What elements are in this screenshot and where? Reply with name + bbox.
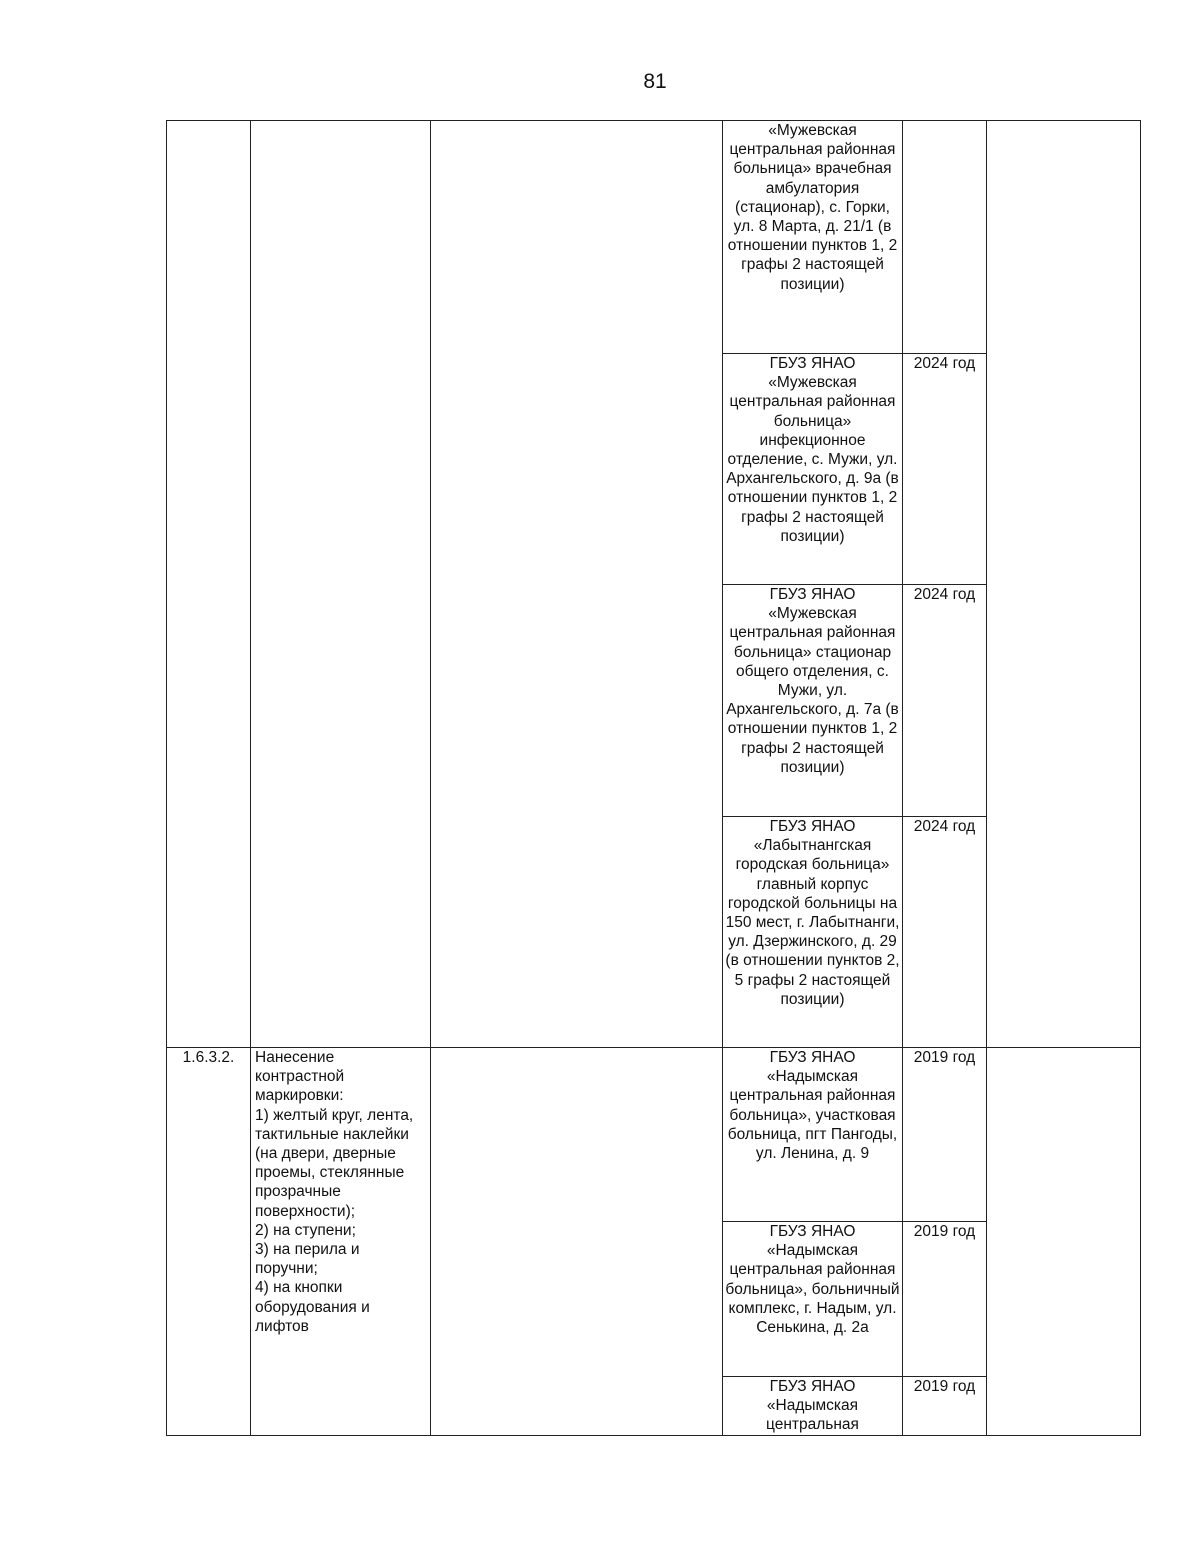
cell-year: 2019 год	[903, 1222, 987, 1377]
cell-year: 2024 год	[903, 817, 987, 1048]
cell-organization: ГБУЗ ЯНАО «Лабытнангская городская больница» главный корпус городской больницы на 150 мест, г. Лабытнанги, ул. Дзержинского, д. 29 (в отношении пунктов 2, 5 графы 2 настоящей позиции)	[723, 817, 903, 1048]
table-row	[167, 121, 1141, 354]
cell-organization: ГБУЗ ЯНАО «Надымская центральная районная больница», больничный комплекс, г. Надым, ул. Сенькина, д. 2а	[723, 1222, 903, 1377]
cell-year: 2019 год	[903, 1377, 987, 1436]
cell-year	[903, 121, 987, 354]
table-row	[167, 1048, 1141, 1222]
cell-description	[431, 121, 723, 1048]
cell-organization: ГБУЗ ЯНАО «Мужевская центральная районная больница» стационар общего отделения, с. Мужи, ул. Архангельского, д. 7а (в отношении пунктов 1, 2 графы 2 настоящей позиции)	[723, 585, 903, 817]
cell-number	[167, 121, 251, 1048]
cell-organization: ГБУЗ ЯНАО «Мужевская центральная районная больница» инфекционное отделение, с. Мужи, ул. Архангельского, д. 9а (в отношении пунктов 1, 2 графы 2 настоящей позиции)	[723, 354, 903, 585]
cell-organization: ГБУЗ ЯНАО «Надымская центральная	[723, 1377, 903, 1436]
page-number: 81	[643, 70, 667, 93]
schedule-table	[166, 120, 1141, 1436]
cell-description	[431, 1048, 723, 1436]
cell-organization: «Мужевская центральная районная больница» врачебная амбулатория (стационар), с. Горки, ул. 8 Марта, д. 21/1 (в отношении пунктов 1, 2 графы 2 настоящей позиции)	[723, 121, 903, 354]
cell-organization: ГБУЗ ЯНАО «Надымская центральная районная больница», участковая больница, пгт Пангоды, ул. Ленина, д. 9	[723, 1048, 903, 1222]
cell-note	[987, 121, 1141, 1048]
item-number: 1.6.3.2.	[167, 1048, 251, 1436]
item-name: Нанесение контрастной маркировки: 1) желтый круг, лента, тактильные наклейки (на двери, дверные проемы, стеклянные прозрачные поверхности); 2) на ступени; 3) на перила и поручни; 4) на кнопки оборудования и лифтов	[251, 1048, 431, 1436]
cell-year: 2024 год	[903, 585, 987, 817]
cell-note	[987, 1048, 1141, 1436]
cell-year: 2024 год	[903, 354, 987, 585]
cell-name	[251, 121, 431, 1048]
cell-year: 2019 год	[903, 1048, 987, 1222]
